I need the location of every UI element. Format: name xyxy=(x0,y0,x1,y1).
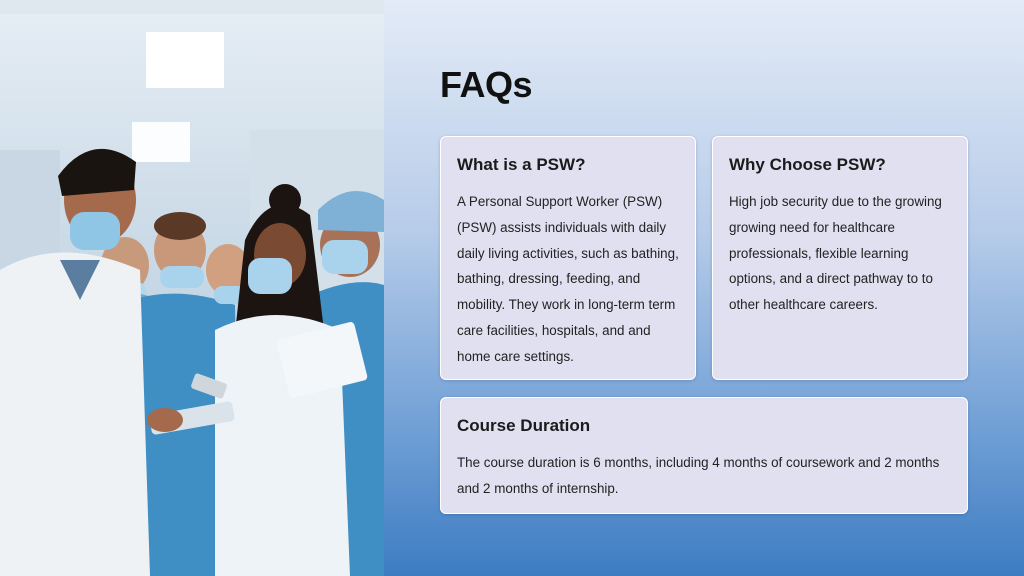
card-heading: What is a PSW? xyxy=(457,155,586,174)
faq-card-what-is-psw xyxy=(440,136,696,380)
card-body: The course duration is 6 months, including 4 months of coursework and 2 months and 2 months of internship. xyxy=(457,455,940,496)
card-body: A Personal Support Worker (PSW) (PSW) assists individuals with daily daily living activities, such as bathing, bathing, dressing, feeding, and mobility. They work in long-term term care facilities, hospitals, and and home care settings. xyxy=(457,194,679,364)
healthcare-team-photo xyxy=(0,0,384,576)
page-title: FAQs xyxy=(440,64,533,105)
faq-card-course-duration xyxy=(440,397,968,514)
faq-panel xyxy=(384,0,1024,576)
card-heading: Course Duration xyxy=(457,416,591,435)
card-heading: Why Choose PSW? xyxy=(729,155,886,174)
faq-card-why-choose-psw xyxy=(712,136,968,380)
ceiling-light xyxy=(132,122,190,162)
photo-illustration xyxy=(0,0,384,576)
ceiling-light xyxy=(146,32,224,88)
card-body: High job security due to the growing growing need for healthcare professionals, flexible learning options, and a direct pathway to to other healthcare careers. xyxy=(729,194,942,313)
